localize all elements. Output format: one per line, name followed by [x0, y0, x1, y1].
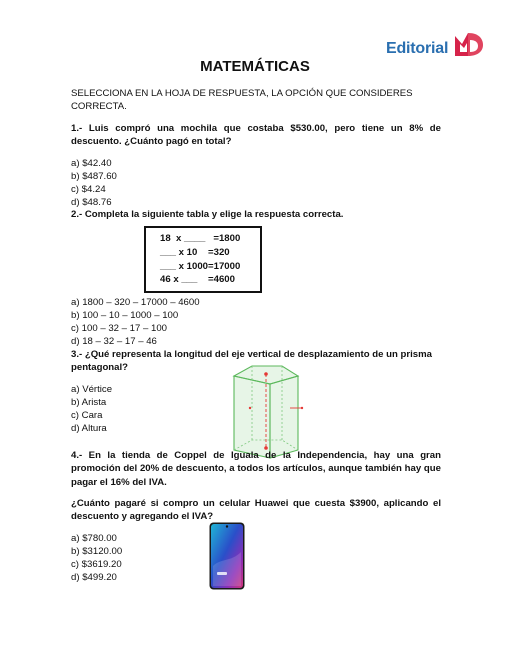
question-3-option-a: a) Vértice	[71, 384, 113, 395]
question-4-option-c: c) $3619.20	[71, 559, 122, 570]
question-1-option-a: a) $42.40	[71, 158, 112, 169]
logo-text: Editorial	[386, 40, 449, 57]
md-badge-icon	[452, 30, 484, 58]
question-1-option-c: c) $4.24	[71, 184, 106, 195]
question-4-subtext: ¿Cuánto pagaré si compro un celular Huawei que cuesta $3900, aplicando el descuento y agregando el IVA?	[71, 498, 441, 523]
question-2-text: 2.- Completa la siguiente tabla y elige la respuesta correcta.	[71, 209, 344, 220]
pentagonal-prism-illustration	[226, 362, 308, 462]
question-3-option-c: c) Cara	[71, 410, 103, 421]
question-2-option-b: b) 100 – 10 – 1000 – 100	[71, 310, 179, 321]
question-4-option-b: b) $3120.00	[71, 546, 123, 557]
table-row: ___ x 10 =320	[160, 246, 230, 258]
question-3-option-b: b) Arista	[71, 397, 107, 408]
multiplication-table-box	[144, 226, 262, 293]
table-row: 46 x ___ =4600	[160, 274, 235, 286]
table-row: 18 x ____ =1800	[160, 233, 241, 244]
page-title: MATEMÁTICAS	[200, 58, 310, 75]
question-4-text: 4.- En la tienda de Coppel de Iguala de la Independencia, hay una gran promoción del 20% de descuento, a todos los artículos, aunque también hay que pagar el 16% del IVA.	[71, 450, 441, 488]
question-4-option-d: d) $499.20	[71, 572, 117, 583]
question-1-option-d: d) $48.76	[71, 197, 112, 208]
smartphone-image	[209, 522, 245, 590]
instructions-text: SELECCIONA EN LA HOJA DE RESPUESTA, LA OPCIÓN QUE CONSIDERES CORRECTA.	[71, 88, 413, 113]
question-2-option-a: a) 1800 – 320 – 17000 – 4600	[71, 297, 200, 308]
question-2-option-c: c) 100 – 32 – 17 – 100	[71, 323, 168, 334]
question-1-text: 1.- Luis compró una mochila que costaba $530.00, pero tiene un 8% de descuento. ¿Cuánto pagó en total?	[71, 123, 441, 148]
table-row: ___ x 1000=17000	[160, 260, 241, 272]
question-4-option-a: a) $780.00	[71, 533, 117, 544]
question-1-option-b: b) $487.60	[71, 171, 117, 182]
question-3-text: 3.- ¿Qué representa la longitud del eje vertical de desplazamiento de un prisma pentagonal?	[71, 349, 432, 374]
question-3-option-d: d) Altura	[71, 423, 107, 434]
question-2-option-d: d) 18 – 32 – 17 – 46	[71, 336, 157, 347]
